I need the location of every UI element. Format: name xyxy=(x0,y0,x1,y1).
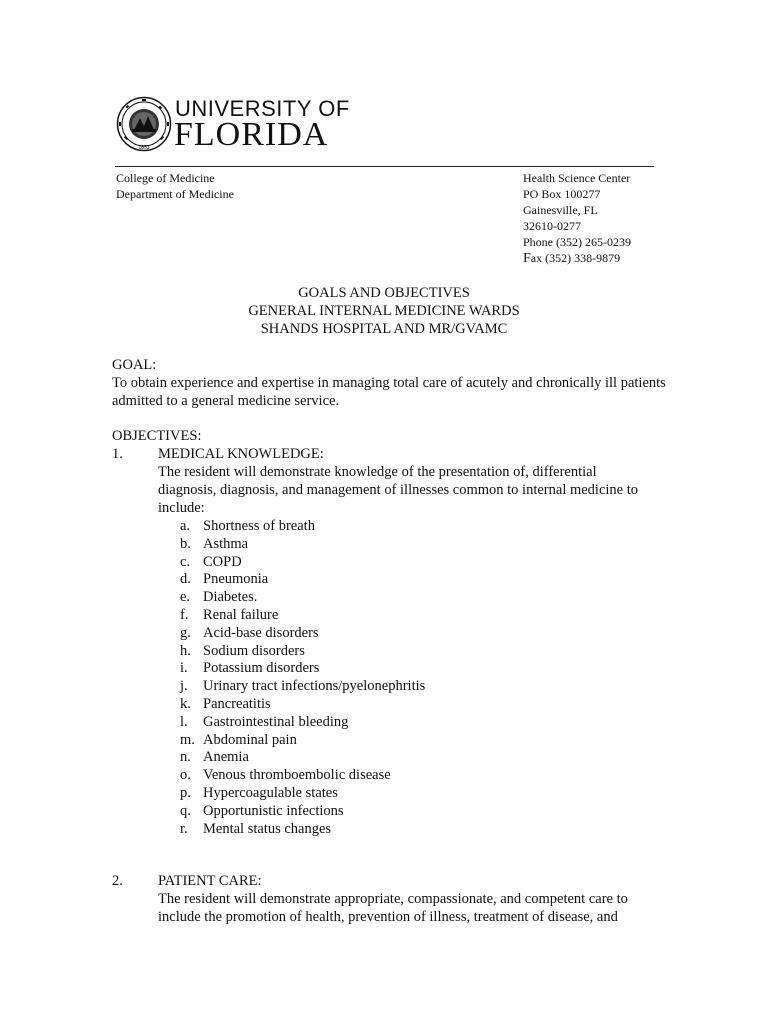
objective-header xyxy=(112,872,672,890)
list-item xyxy=(112,606,672,624)
goal-heading: GOAL: xyxy=(112,357,157,373)
college-name: College of Medicine xyxy=(116,171,215,185)
list-item-letter: f. xyxy=(180,606,189,623)
list-item-label: Pneumonia xyxy=(203,571,269,588)
list-item xyxy=(112,517,672,535)
objective-2 xyxy=(112,872,672,926)
header-divider xyxy=(115,166,654,167)
fax-initial: F xyxy=(523,251,531,266)
list-item-letter: p. xyxy=(180,784,191,801)
list-item xyxy=(112,677,672,695)
list-item xyxy=(112,535,672,553)
list-item xyxy=(112,748,672,766)
title-line: GOALS AND OBJECTIVES xyxy=(298,285,470,301)
list-item xyxy=(112,642,672,660)
department-block xyxy=(116,170,234,202)
list-item xyxy=(112,784,672,802)
list-item-label: Gastrointestinal bleeding xyxy=(203,713,349,730)
phone-line: Phone (352) 265-0239 xyxy=(523,235,631,249)
list-item-label: Acid-base disorders xyxy=(203,624,319,641)
list-item-label: COPD xyxy=(203,553,242,570)
list-item-label: Diabetes. xyxy=(203,589,258,606)
list-item-label: Potassium disorders xyxy=(203,660,320,677)
list-item-label: Venous thromboembolic disease xyxy=(203,767,391,784)
list-item xyxy=(112,731,672,749)
list-item-letter: b. xyxy=(180,535,191,552)
list-item-letter: n. xyxy=(180,749,191,766)
list-item xyxy=(112,570,672,588)
list-item-letter: g. xyxy=(180,624,191,641)
list-item-label: Opportunistic infections xyxy=(203,802,344,819)
logo-university-of: UNIVERSITY OF xyxy=(175,96,350,121)
university-seal-icon xyxy=(116,96,172,152)
list-item-label: Shortness of breath xyxy=(203,518,315,534)
title-line: GENERAL INTERNAL MEDICINE WARDS xyxy=(248,303,520,319)
objectives-heading: OBJECTIVES: xyxy=(112,428,202,444)
address-block xyxy=(523,170,631,267)
objective-title: PATIENT CARE: xyxy=(158,873,262,889)
list-item-label: Renal failure xyxy=(203,606,279,623)
objective-text: The resident will demonstrate knowledge of the presentation of, differential diagnosis, diagnosis, and management of illnesses common to internal medicine to include: xyxy=(158,464,639,516)
list-item-letter: j. xyxy=(180,678,188,695)
seal-year: 1853 xyxy=(138,145,150,151)
title-line: SHANDS HOSPITAL AND MR/GVAMC xyxy=(260,321,508,337)
list-item xyxy=(112,820,672,838)
list-item-letter: r. xyxy=(180,820,188,837)
list-item-letter: d. xyxy=(180,571,191,588)
list-item xyxy=(112,695,672,713)
logo-florida: FLORIDA xyxy=(174,116,329,153)
list-item-label: Sodium disorders xyxy=(203,642,305,659)
department-name: Department of Medicine xyxy=(116,187,234,201)
list-item-label: Asthma xyxy=(203,535,249,552)
goal-text: To obtain experience and expertise in managing total care of acutely and chronically ill patients admitted to a general medicine service. xyxy=(112,375,666,409)
list-item xyxy=(112,624,672,642)
fax-number: ax (352) 338-9879 xyxy=(530,251,621,265)
condition-list xyxy=(112,517,672,837)
list-item-label: Abdominal pain xyxy=(203,731,297,748)
list-item-letter: m. xyxy=(180,731,195,748)
objective-text: The resident will demonstrate appropriate, compassionate, and competent care to include the promotion of health, prevention of illness, treatment of disease, and xyxy=(158,891,628,925)
objective-header xyxy=(112,445,672,463)
list-item-label: Urinary tract infections/pyelonephritis xyxy=(203,678,426,695)
list-item xyxy=(112,588,672,606)
list-item-label: Pancreatitis xyxy=(203,695,271,712)
goal-section xyxy=(112,356,672,410)
list-item xyxy=(112,713,672,731)
list-item xyxy=(112,659,672,677)
list-item-letter: c. xyxy=(180,553,191,570)
list-item-label: Anemia xyxy=(203,749,249,766)
list-item-letter: a. xyxy=(180,518,191,534)
list-item-letter: o. xyxy=(180,767,191,784)
list-item-label: Hypercoagulable states xyxy=(203,784,338,801)
list-item-letter: q. xyxy=(180,802,191,819)
document-titles xyxy=(0,284,768,338)
address-line: 32610-0277 xyxy=(523,219,581,233)
list-item-letter: e. xyxy=(180,589,191,606)
list-item-letter: k. xyxy=(180,695,191,712)
list-item-letter: h. xyxy=(180,642,191,659)
list-item xyxy=(112,802,672,820)
objective-number: 2. xyxy=(112,873,123,889)
objective-number: 1. xyxy=(112,446,123,462)
list-item xyxy=(112,766,672,784)
list-item-label: Mental status changes xyxy=(203,820,332,837)
list-item-letter: i. xyxy=(180,660,188,677)
list-item-letter: l. xyxy=(180,713,188,730)
address-line: PO Box 100277 xyxy=(523,187,601,201)
objective-title: MEDICAL KNOWLEDGE: xyxy=(158,446,324,462)
address-line: Health Science Center xyxy=(523,171,631,185)
list-item xyxy=(112,553,672,571)
address-line: Gainesville, FL xyxy=(523,203,598,217)
fax-line xyxy=(523,250,631,267)
objectives-section xyxy=(112,427,672,837)
